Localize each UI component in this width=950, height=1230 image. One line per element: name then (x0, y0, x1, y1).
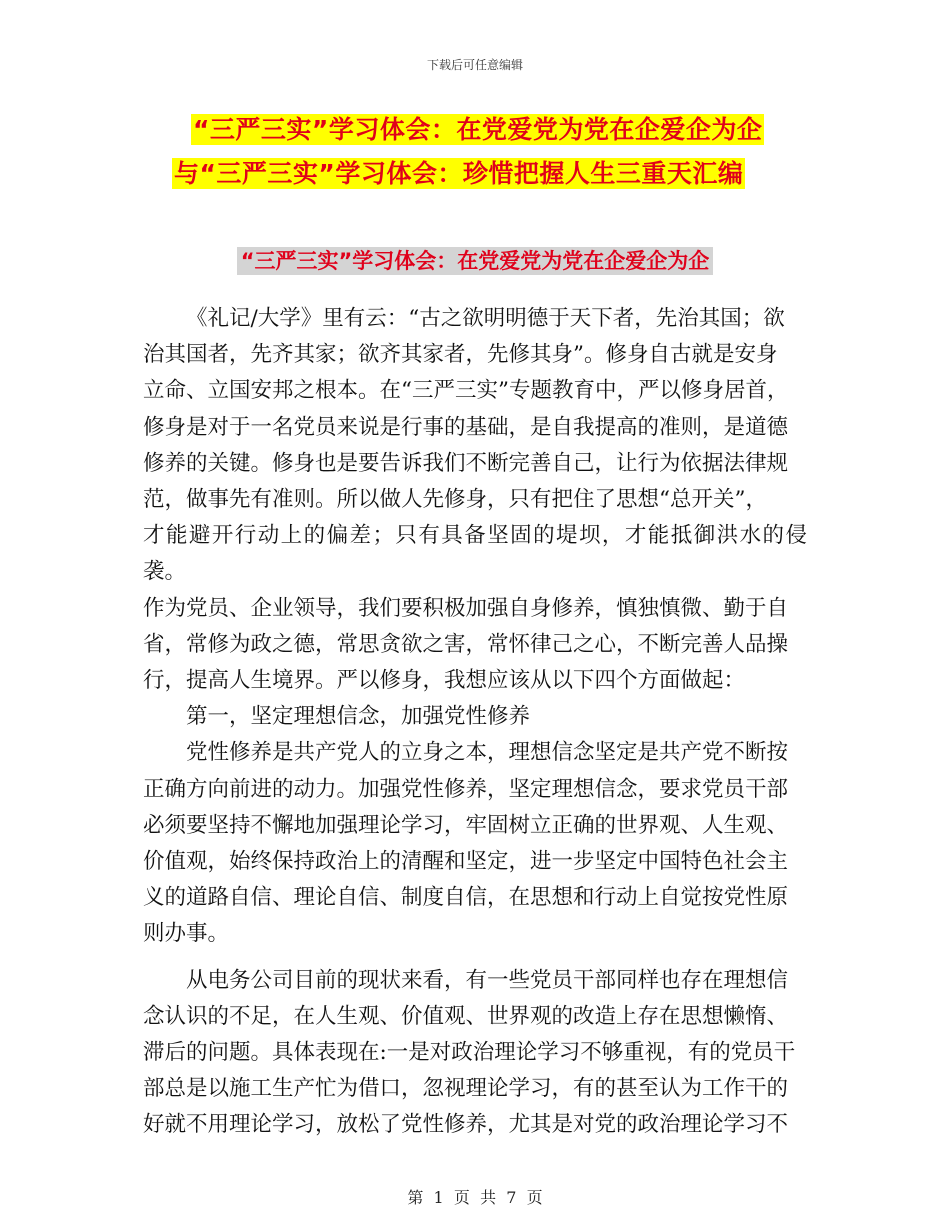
body-line: 才能避开行动上的偏差；只有具备坚固的堤坝，才能抵御洪水的侵袭。 (143, 523, 807, 585)
body-line: 立命、立国安邦之根本。在“三严三实”专题教育中，严以修身居首， (143, 378, 789, 404)
body-line: 修养的关键。修身也是要告诉我们不断完善自己，让行为依据法律规 (143, 450, 789, 476)
body-text (143, 301, 807, 1144)
body-line: 范，做事先有准则。所以做人先修身，只有把住了思想“总开关”， (143, 487, 767, 513)
body-line: 价值观，始终保持政治上的清醒和坚定，进一步坚定中国特色社会主 (143, 849, 789, 875)
section-title (0, 246, 950, 276)
section-title-text: “三严三实”学习体会：在党爱党为党在企爱企为企 (237, 247, 714, 275)
body-line: 义的道路自信、理论自信、制度自信，在思想和行动上自觉按党性原 (143, 885, 789, 911)
body-line: 滞后的问题。具体表现在:一是对政治理论学习不够重视，有的党员干 (143, 1040, 796, 1066)
body-line: 作为党员、企业领导，我们要积极加强自身修养，慎独慎微、勤于自 (143, 595, 789, 621)
main-title-line-2 (0, 157, 950, 191)
body-line: 正确方向前进的动力。加强党性修养，坚定理想信念，要求党员干部 (143, 776, 789, 802)
body-line: 从电务公司目前的现状来看，有一些党员干部同样也存在理想信 (186, 967, 789, 993)
body-line: 《礼记/大学》里有云：“古之欲明明德于天下者，先治其国；欲 (186, 306, 785, 331)
body-line: 念认识的不足，在人生观、价值观、世界观的改造上存在思想懒惰、 (143, 1003, 789, 1029)
body-line: 治其国者，先齐其家；欲齐其家者，先修其身”。修身自古就是安身 (143, 342, 778, 368)
body-line: 部总是以施工生产忙为借口，忽视理论学习，有的甚至认为工作干的 (143, 1076, 789, 1102)
body-line: 好就不用理论学习，放松了党性修养，尤其是对党的政治理论学习不 (143, 1112, 789, 1138)
body-line: 则办事。 (143, 921, 230, 947)
body-line: 修身是对于一名党员来说是行事的基础，是自我提高的准则，是道德 (143, 414, 789, 440)
body-line: 省，常修为政之德，常思贪欲之害，常怀律己之心，不断完善人品操 (143, 631, 789, 657)
main-title-line-2-text: 与“三严三实”学习体会：珍惜把握人生三重天汇编 (174, 159, 744, 188)
main-title-line-1 (0, 113, 950, 147)
body-line: 行，提高人生境界。严以修身，我想应该从以下四个方面做起： (143, 668, 746, 694)
main-title-line-1-text: “三严三实”学习体会：在党爱党为党在企爱企为企 (193, 115, 763, 144)
body-line: 必须要坚持不懈地加强理论学习，牢固树立正确的世界观、人生观、 (143, 812, 789, 838)
header-note: 下载后可任意编辑 (426, 58, 523, 72)
subheading: 第一，坚定理想信念，加强党性修养 (186, 704, 531, 730)
page-footer: 第 1 页 共 7 页 (407, 1188, 543, 1207)
body-line: 党性修养是共产党人的立身之本，理想信念坚定是共产党不断按 (186, 740, 789, 766)
